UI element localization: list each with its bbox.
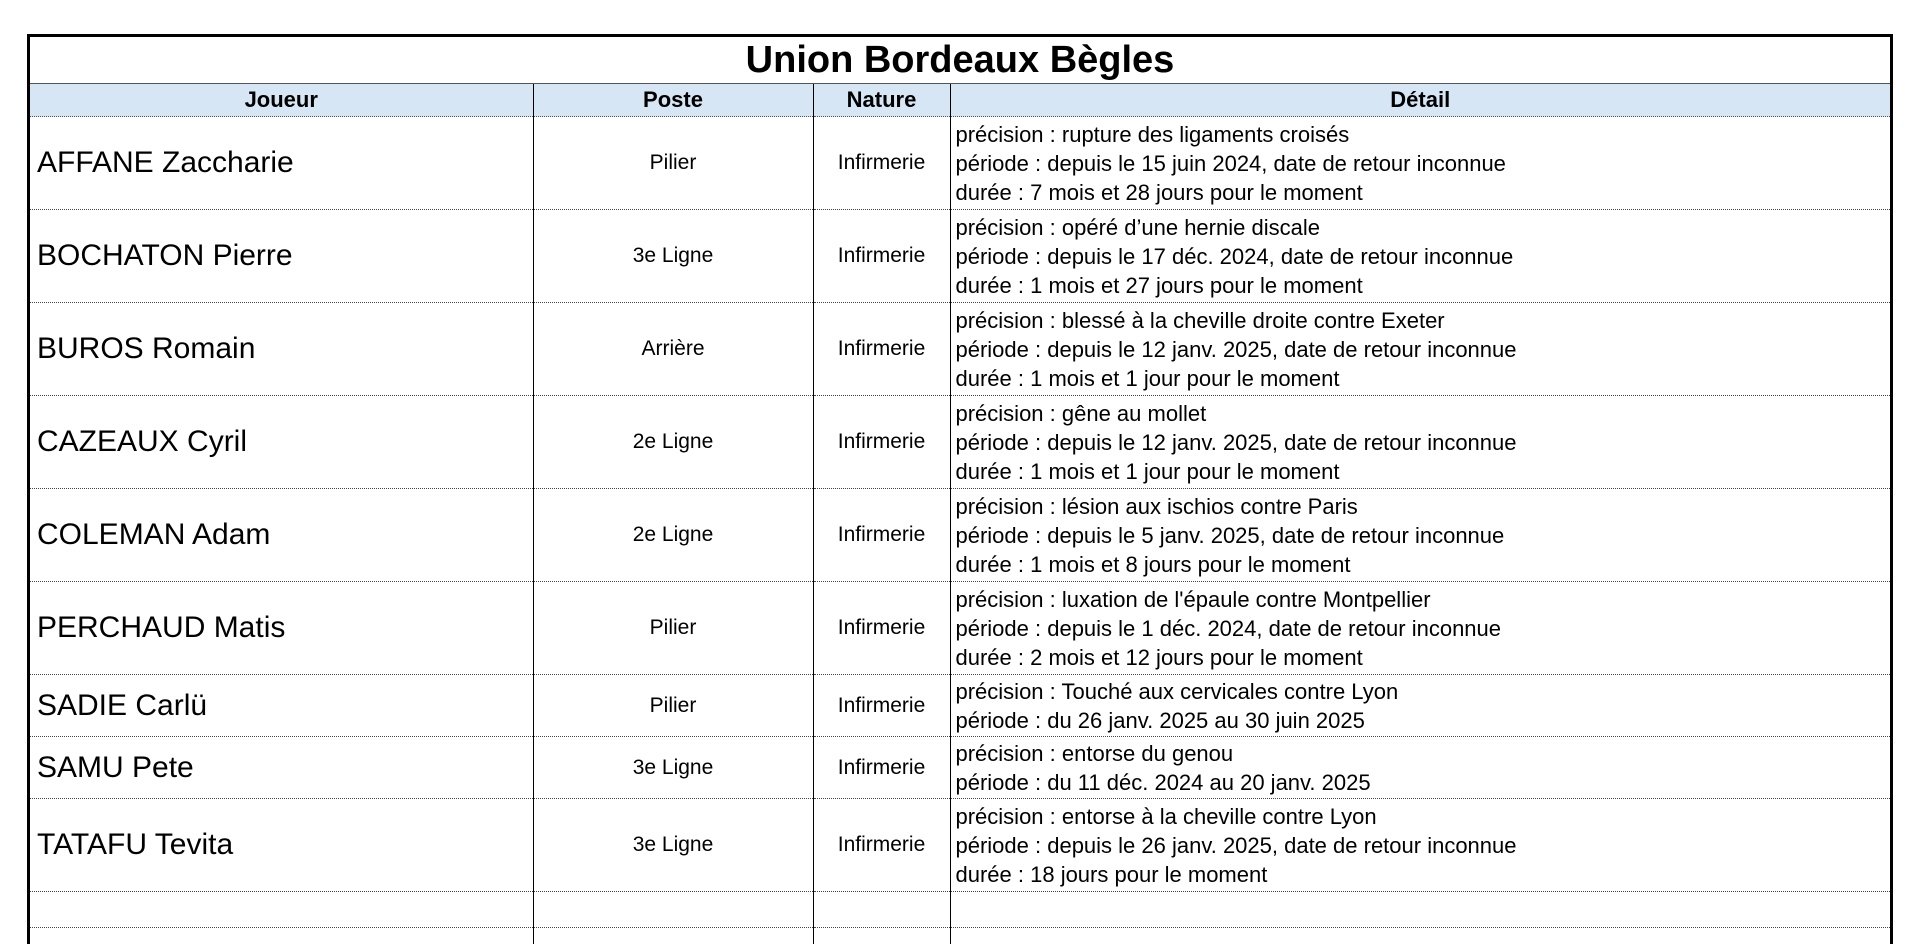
detail-line: période : depuis le 12 janv. 2025, date de retour inconnue	[956, 335, 1891, 364]
cell-joueur: BOCHATON Pierre	[30, 210, 533, 303]
detail-line: durée : 1 mois et 27 jours pour le moment	[956, 271, 1891, 300]
empty-cell	[813, 892, 950, 928]
cell-nature: Infirmerie	[813, 799, 950, 892]
table-row	[30, 303, 1890, 396]
detail-line: précision : luxation de l'épaule contre Montpellier	[956, 585, 1891, 614]
cell-poste: 2e Ligne	[533, 396, 813, 489]
cell-poste: Pilier	[533, 117, 813, 210]
cell-nature: Infirmerie	[813, 117, 950, 210]
empty-cell	[950, 892, 1890, 928]
header-nature: Nature	[813, 84, 950, 117]
cell-poste: 3e Ligne	[533, 799, 813, 892]
detail-line: précision : opéré d’une hernie discale	[956, 213, 1891, 242]
header-detail: Détail	[950, 84, 1890, 117]
detail-line: période : depuis le 1 déc. 2024, date de retour inconnue	[956, 614, 1891, 643]
table-row	[30, 675, 1890, 737]
cell-joueur: BUROS Romain	[30, 303, 533, 396]
cell-detail	[950, 303, 1890, 396]
detail-line: précision : Touché aux cervicales contre Lyon	[956, 677, 1891, 706]
cell-joueur: COLEMAN Adam	[30, 489, 533, 582]
cell-poste: 3e Ligne	[533, 210, 813, 303]
cell-poste: Pilier	[533, 675, 813, 737]
cell-joueur: PERCHAUD Matis	[30, 582, 533, 675]
cell-poste: 2e Ligne	[533, 489, 813, 582]
detail-line: durée : 1 mois et 1 jour pour le moment	[956, 457, 1891, 486]
cell-nature: Infirmerie	[813, 675, 950, 737]
header-poste: Poste	[533, 84, 813, 117]
cell-joueur: SADIE Carlü	[30, 675, 533, 737]
cell-detail	[950, 799, 1890, 892]
cell-nature: Infirmerie	[813, 396, 950, 489]
table-row	[30, 737, 1890, 799]
cell-joueur: TATAFU Tevita	[30, 799, 533, 892]
detail-line: durée : 1 mois et 1 jour pour le moment	[956, 364, 1891, 393]
table-body	[30, 117, 1890, 944]
empty-cell	[30, 892, 533, 928]
detail-line: durée : 7 mois et 28 jours pour le moment	[956, 178, 1891, 207]
cell-poste: Arrière	[533, 303, 813, 396]
header-row	[30, 84, 1890, 117]
empty-cell	[533, 892, 813, 928]
empty-row	[30, 892, 1890, 928]
table-row	[30, 799, 1890, 892]
detail-line: précision : entorse du genou	[956, 739, 1891, 768]
cell-detail	[950, 489, 1890, 582]
cell-detail	[950, 117, 1890, 210]
detail-line: précision : rupture des ligaments croisés	[956, 120, 1891, 149]
cell-joueur: SAMU Pete	[30, 737, 533, 799]
detail-line: précision : entorse à la cheville contre Lyon	[956, 802, 1891, 831]
detail-line: précision : gêne au mollet	[956, 399, 1891, 428]
cell-nature: Infirmerie	[813, 582, 950, 675]
detail-line: période : depuis le 5 janv. 2025, date de retour inconnue	[956, 521, 1891, 550]
cell-nature: Infirmerie	[813, 737, 950, 799]
detail-line: période : du 11 déc. 2024 au 20 janv. 2025	[956, 768, 1891, 797]
cell-poste: Pilier	[533, 582, 813, 675]
injury-table	[30, 84, 1890, 944]
detail-line: période : du 26 janv. 2025 au 30 juin 2025	[956, 706, 1891, 735]
detail-line: période : depuis le 15 juin 2024, date de retour inconnue	[956, 149, 1891, 178]
detail-line: période : depuis le 26 janv. 2025, date de retour inconnue	[956, 831, 1891, 860]
table-row	[30, 396, 1890, 489]
cell-nature: Infirmerie	[813, 489, 950, 582]
cell-poste: 3e Ligne	[533, 737, 813, 799]
cell-joueur: AFFANE Zaccharie	[30, 117, 533, 210]
cell-detail	[950, 582, 1890, 675]
header-joueur: Joueur	[30, 84, 533, 117]
cell-detail	[950, 675, 1890, 737]
detail-line: durée : 18 jours pour le moment	[956, 860, 1891, 889]
cell-detail	[950, 737, 1890, 799]
table-row	[30, 210, 1890, 303]
detail-line: durée : 1 mois et 8 jours pour le moment	[956, 550, 1891, 579]
sheet-title: Union Bordeaux Bègles	[30, 37, 1890, 84]
cell-nature: Infirmerie	[813, 210, 950, 303]
cell-joueur: CAZEAUX Cyril	[30, 396, 533, 489]
table-row	[30, 489, 1890, 582]
table-row	[30, 117, 1890, 210]
injury-sheet	[27, 34, 1893, 944]
cell-detail	[950, 396, 1890, 489]
table-row	[30, 582, 1890, 675]
cell-nature: Infirmerie	[813, 303, 950, 396]
detail-line: durée : 2 mois et 12 jours pour le moment	[956, 643, 1891, 672]
detail-line: précision : blessé à la cheville droite contre Exeter	[956, 306, 1891, 335]
detail-line: période : depuis le 12 janv. 2025, date de retour inconnue	[956, 428, 1891, 457]
cell-detail	[950, 210, 1890, 303]
detail-line: période : depuis le 17 déc. 2024, date de retour inconnue	[956, 242, 1891, 271]
detail-line: précision : lésion aux ischios contre Paris	[956, 492, 1891, 521]
